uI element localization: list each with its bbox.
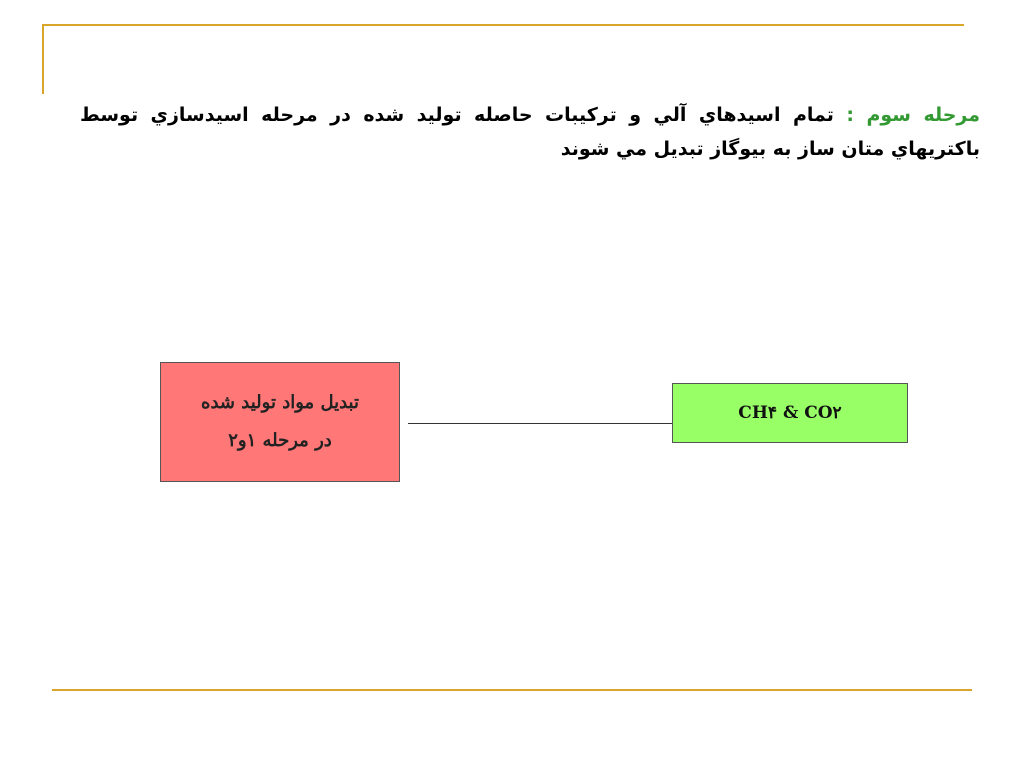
- stage-description: تمام اسيدهاي آلي و تركيبات حاصله توليد شده در مرحله اسيدسازي توسط باكتريهاي متان ساز به بيوگاز تبديل مي شوند: [80, 104, 980, 160]
- biogas-products-box: [672, 383, 908, 443]
- conversion-box: [160, 362, 400, 482]
- connector-line: [408, 423, 672, 424]
- frame-bottom-line: [52, 689, 972, 691]
- frame-top-line: [42, 24, 964, 26]
- slide-body-text: [80, 98, 980, 166]
- conversion-box-line-2: در مرحله ۱و۲: [228, 430, 332, 451]
- biogas-products-label: CH۴ & CO۲: [738, 403, 842, 423]
- stage-label: مرحله سوم :: [846, 104, 980, 126]
- conversion-box-line-1: تبديل مواد توليد شده: [201, 392, 359, 413]
- frame-left-line: [42, 24, 44, 94]
